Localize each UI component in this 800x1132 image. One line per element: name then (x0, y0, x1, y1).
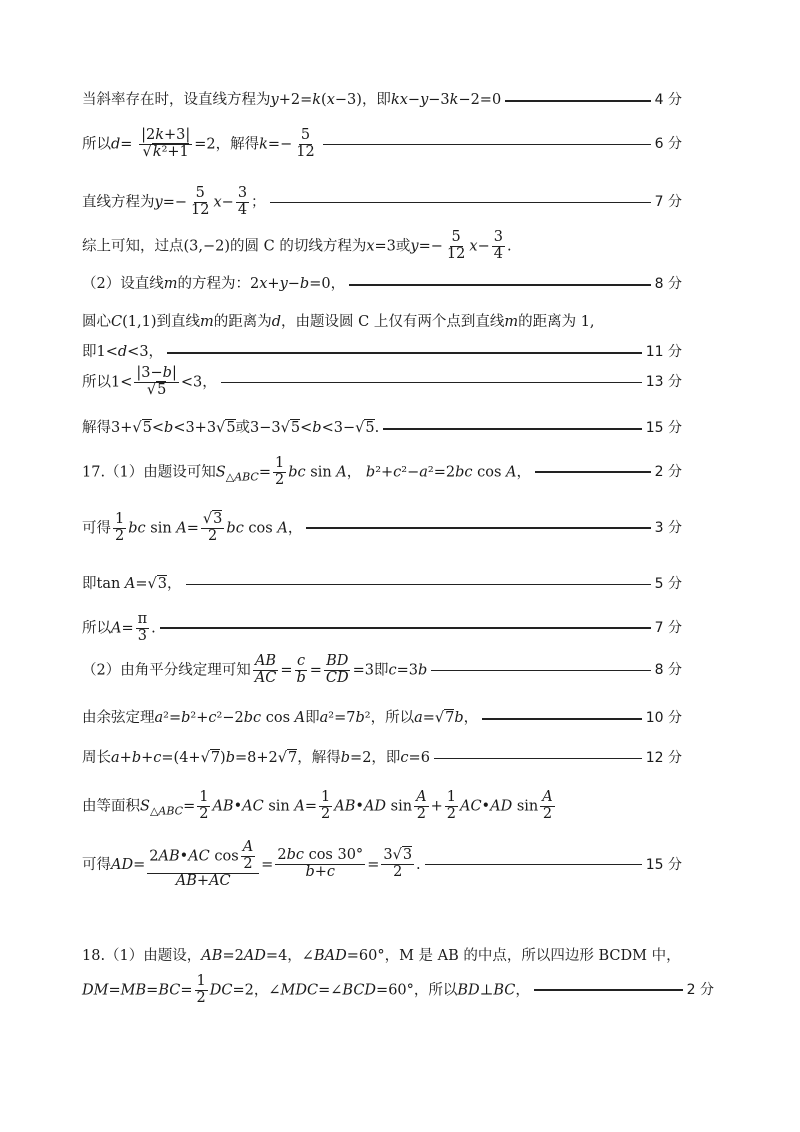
line-text: 由余弦定理 (82, 710, 155, 726)
line-text: 或 (235, 420, 251, 436)
leader-dash (534, 989, 683, 991)
leader-dash (306, 527, 650, 529)
score-label: 3 分 (654, 520, 682, 537)
line-text: （2）设直线 (82, 276, 164, 292)
line-text: 或 (395, 238, 411, 255)
line-text: 所以 (82, 374, 111, 391)
line-text: 的距离为 1, (518, 314, 595, 330)
fraction: $\frac{5}{12}$ (191, 185, 210, 218)
q18-line-2: DM=MB=BC= $\frac{1}{2}$ DC=2，∠MDC=∠BCD=60°，所以BD⊥BC， 2 分 (82, 973, 714, 1006)
leader-dash (505, 100, 650, 102)
score-label: 10 分 (645, 710, 682, 727)
q17-line-9: 可得AD= 2AB•AC cos $\frac{A}{2}$ AB+AC = $\frac{\text{2bc cos 30°}}{b+c}$ = $\frac{3√3}{2}$ . 15 分 (82, 839, 682, 889)
line-text: 圆心 (82, 314, 111, 330)
line-text: ，即 (371, 750, 401, 766)
score-label: 2 分 (654, 464, 682, 481)
score-label: 6 分 (654, 136, 682, 153)
fraction: $\frac{3√3}{2}$ (383, 847, 413, 881)
fraction: 2AB•AC cos $\frac{A}{2}$ AB+AC (147, 840, 259, 890)
line-text: ，所以 (370, 710, 415, 726)
fraction: $\frac{1}{2}$ (321, 789, 331, 822)
leader-dash (482, 718, 642, 720)
line-text: 18.（1）由题设， (82, 948, 202, 964)
solution-line-4: 综上可知，过点(3,−2)的圆 C 的切线方程为x=3或y=− $\frac{5}{12}$ x− $\frac{3}{4}$ . (82, 229, 512, 262)
line-text: （2）由角平分线定理可知 (82, 662, 251, 679)
fraction: $\frac{5}{12}$ (296, 127, 315, 160)
q17-line-3: 即tan A=√3， 5 分 (82, 576, 682, 593)
q17-line-4: 所以A= $\frac{\pi}{3}$ . 7 分 (82, 611, 682, 644)
leader-dash (167, 352, 642, 354)
fraction: $\frac{√3}{2}$ (202, 511, 223, 544)
line-text: 解得 (82, 420, 111, 436)
leader-dash (221, 382, 642, 383)
line-text: 即 (82, 344, 97, 360)
line-text: ，由题设圆 C 上仅有两个点到直线 (281, 314, 505, 330)
solution-line-7: 即1<d<3， 11 分 (82, 344, 682, 361)
score-label: 13 分 (645, 374, 682, 391)
fraction: $\frac{1}{2}$ (446, 789, 456, 822)
leader-dash (431, 670, 650, 671)
score-label: 7 分 (654, 194, 682, 211)
q17-line-2: 可得 $\frac{1}{2}$ bc sin A= $\frac{√3}{2}$ bc cos A， 3 分 (82, 511, 682, 544)
line-text: ，解得 (215, 136, 260, 153)
line-text: 可得 (82, 520, 111, 537)
fraction: $\frac{1}{2}$ (199, 789, 209, 822)
line-text: ，所以 (413, 982, 458, 999)
leader-dash (323, 144, 651, 145)
leader-dash (349, 284, 651, 286)
fraction: $\frac{AB}{AC}$ (254, 653, 277, 686)
score-label: 8 分 (654, 662, 682, 679)
score-label: 2 分 (686, 982, 714, 999)
line-text: 当斜率存在时，设直线方程为 (82, 92, 271, 108)
fraction: $\frac{|2k+3|}{\text{√k²+1}}$ (141, 127, 191, 160)
fraction: $\frac{BD}{CD}$ (325, 653, 349, 686)
score-label: 5 分 (654, 576, 682, 593)
line-text: 由等面积 (82, 798, 140, 815)
score-label: 7 分 (654, 620, 682, 637)
line-text: 综上可知，过点 (82, 238, 184, 255)
fraction: $\frac{1}{2}$ (115, 511, 125, 544)
fraction: $\frac{|3-b|}{√5}$ (136, 365, 177, 398)
line-text: 即 (374, 662, 389, 679)
solution-line-6: 圆心C(1,1)到直线m的距离为d，由题设圆 C 上仅有两个点到直线m的距离为 1, (82, 314, 595, 330)
fraction: $\frac{A}{2}$ (242, 839, 254, 872)
line-text: 直线方程为 (82, 194, 155, 211)
q17-line-7: 周长a+b+c=(4+√7)b=8+2√7，解得b=2，即c=6 12 分 (82, 750, 682, 767)
q17-line-6: 由余弦定理a²=b²+c²−2bc cos A即a²=7b²，所以a=√7b， 10 分 (82, 710, 682, 727)
line-text: 的距离为 (213, 314, 272, 330)
score-label: 15 分 (645, 420, 682, 437)
solution-line-3: 直线方程为y=− $\frac{5}{12}$ x− $\frac{3}{4}$ ； 7 分 (82, 185, 682, 218)
q17-line-5: （2）由角平分线定理可知 $\frac{AB}{AC}$ = $\frac{c}{b}$ = $\frac{BD}{CD}$ =3即c=3b 8 分 (82, 653, 682, 686)
score-label: 15 分 (645, 856, 682, 873)
q17-line-8: 由等面积$S_{\triangle ABC}=$ $\frac{1}{2}$ AB•AC sin A= $\frac{1}{2}$ AB•AD sin $\frac{A}{2}$ + $\frac{1}{2}$ AC•AD sin $\frac{A}{2}$ (82, 789, 553, 822)
line-text: ，即 (361, 92, 391, 108)
fraction: $\frac{3}{4}$ (237, 185, 248, 218)
line-text: 即 (82, 576, 97, 592)
leader-dash (160, 627, 651, 629)
line-text: 的圆 C 的切线方程为 (230, 238, 367, 255)
line-text: 所以 (82, 136, 111, 153)
line-text: 到直线 (156, 314, 200, 330)
line-text: 即 (305, 710, 320, 726)
score-label: 4 分 (654, 92, 682, 109)
line-text: ，M 是 AB 的中点，所以四边形 BCDM 中， (384, 948, 681, 964)
q17-line-1: 17.（1）由题设可知$S_{\triangle ABC}=$ $\frac{1}{2}$ bc sin A， b²+c²−a²=2bc cos A， 2 分 (82, 455, 682, 488)
fraction: $\frac{1}{2}$ (275, 455, 285, 488)
score-label: 12 分 (645, 750, 682, 767)
solution-line-5: （2）设直线m的方程为：2x+y−b=0， 8 分 (82, 276, 682, 293)
leader-dash (186, 584, 651, 585)
fraction: $\frac{c}{b}$ (296, 653, 306, 686)
solution-line-1: 当斜率存在时，设直线方程为y+2=k(x−3)，即kx−y−3k−2=0 4 分 (82, 92, 682, 109)
line-text: 的方程为： (177, 276, 250, 292)
fraction: $\frac{A}{2}$ (416, 789, 427, 822)
leader-dash (425, 864, 642, 865)
fraction: $\frac{\text{2bc cos 30°}}{b+c}$ (277, 847, 364, 881)
score-label: 8 分 (654, 276, 682, 293)
solution-line-9: 解得3+√5<b<3+3√5或3−3√5<b<3−√5. 15 分 (82, 420, 682, 437)
line-text: 周长 (82, 750, 111, 766)
fraction: $\frac{1}{2}$ (196, 973, 206, 1006)
line-text: 17.（1）由题设可知 (82, 464, 216, 481)
q18-line-1: 18.（1）由题设，AB=2AD=4，∠BAD=60°，M 是 AB 的中点，所以四边形 BCDM 中， (82, 948, 681, 964)
line-text: ，解得 (297, 750, 341, 766)
leader-dash (535, 471, 651, 473)
line-text: 可得 (82, 856, 111, 873)
solution-line-8: 所以1< $\frac{|3-b|}{√5}$ <3， 13 分 (82, 365, 682, 398)
leader-dash (270, 202, 651, 203)
solution-line-2: 所以d= $\frac{|2k+3|}{\text{√k²+1}}$ =2，解得k=− $\frac{5}{12}$ 6 分 (82, 127, 682, 160)
fraction: $\frac{\pi}{3}$ (137, 611, 148, 644)
fraction: $\frac{A}{2}$ (542, 789, 553, 822)
line-text: 所以 (82, 620, 111, 637)
leader-dash (383, 428, 642, 430)
fraction: $\frac{5}{12}$ (446, 229, 466, 262)
score-label: 11 分 (645, 344, 682, 361)
fraction: $\frac{3}{4}$ (493, 229, 503, 262)
leader-dash (434, 758, 642, 759)
